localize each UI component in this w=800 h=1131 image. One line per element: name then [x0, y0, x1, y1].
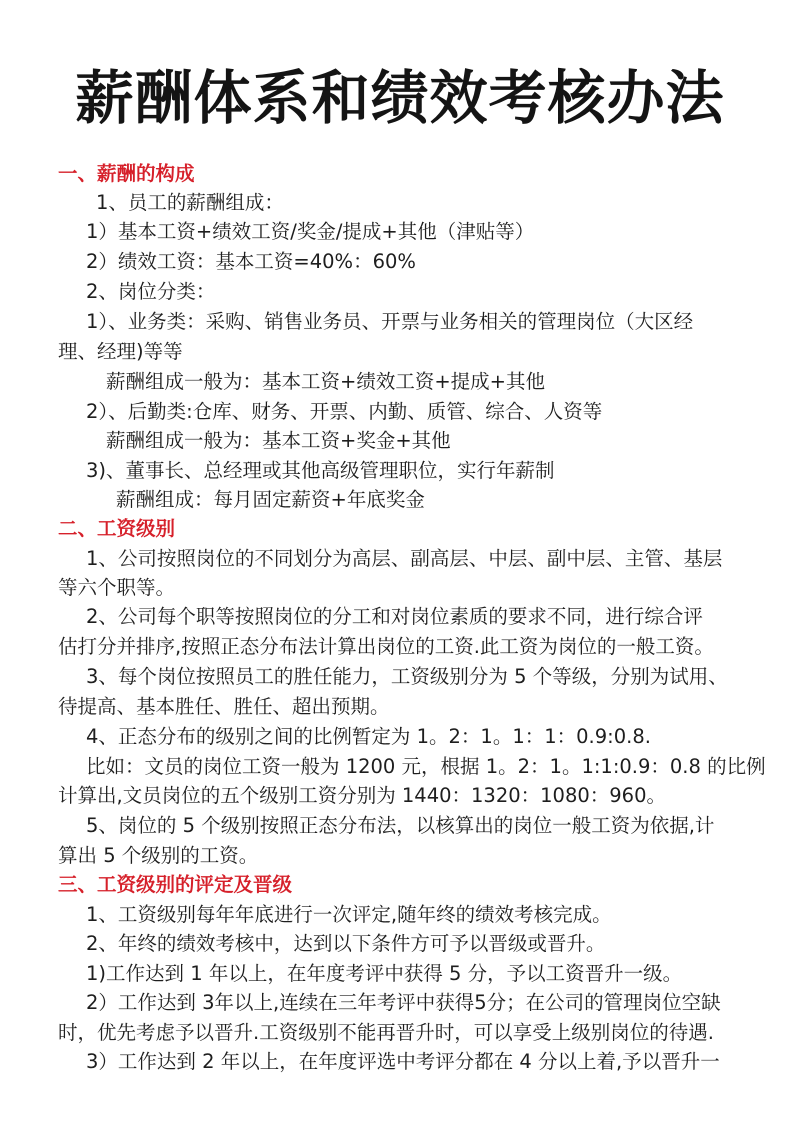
section-heading-level-evaluation: 三、工资级别的评定及晋级 — [58, 873, 293, 896]
body-line: 1、工资级别每年年底进行一次评定,随年终的绩效考核完成。 — [86, 903, 612, 926]
document-title: 薪酬体系和绩效考核办法 — [75, 64, 725, 132]
body-line: 2、岗位分类： — [86, 280, 216, 303]
section-heading-salary-levels: 二、工资级别 — [58, 517, 176, 540]
body-line: 1）基本工资+绩效工资/奖金/提成+其他（津贴等） — [86, 220, 535, 243]
body-line: 理、经理)等等 — [58, 340, 183, 363]
body-line: 3、每个岗位按照员工的胜任能力，工资级别分为 5 个等级，分别为试用、 — [86, 665, 728, 688]
body-line: 1）、业务类：采购、销售业务员、开票与业务相关的管理岗位（大区经 — [86, 310, 694, 333]
body-line: 薪酬组成：每月固定薪资+年底奖金 — [116, 488, 425, 511]
body-line: 4、正态分布的级别之间的比例暂定为 1。2：1。1：1：0.9:0.8. — [86, 725, 651, 748]
body-line: 时，优先考虑予以晋升.工资级别不能再晋升时，可以享受上级别岗位的待遇. — [58, 1021, 714, 1044]
body-line: 薪酬组成一般为：基本工资+绩效工资+提成+其他 — [106, 370, 546, 393]
body-line: 1)工作达到 1 年以上，在年度考评中获得 5 分，予以工资晋升一级。 — [86, 962, 683, 985]
body-line: 2）工作达到 3年以上,连续在三年考评中获得5分；在公司的管理岗位空缺 — [86, 991, 721, 1014]
body-line: 薪酬组成一般为：基本工资+奖金+其他 — [106, 429, 451, 452]
body-line: 3)、董事长、总经理或其他高级管理职位，实行年薪制 — [86, 459, 555, 482]
body-line: 3）工作达到 2 年以上，在年度评选中考评分都在 4 分以上着,予以晋升一 — [86, 1050, 720, 1073]
body-line: 2、公司每个职等按照岗位的分工和对岗位素质的要求不同，进行综合评 — [86, 605, 703, 628]
body-line: 等六个职等。 — [58, 576, 176, 599]
body-line: 待提高、基本胜任、胜任、超出预期。 — [58, 695, 390, 718]
body-line: 算出 5 个级别的工资。 — [58, 844, 259, 867]
body-line: 5、岗位的 5 个级别按照正态分布法，以核算出的岗位一般工资为依据,计 — [86, 814, 715, 837]
body-line: 估打分并排序,按照正态分布法计算出岗位的工资.此工资为岗位的一般工资。 — [58, 635, 714, 658]
body-line: 计算出,文员岗位的五个级别工资分别为 1440：1320：1080：960。 — [58, 784, 666, 807]
body-line: 2）绩效工资：基本工资=40%：60% — [86, 250, 416, 273]
body-line: 2）、后勤类:仓库、财务、开票、内勤、质管、综合、人资等 — [86, 400, 603, 423]
body-line: 1、员工的薪酬组成： — [96, 191, 284, 214]
body-line: 1、公司按照岗位的不同划分为高层、副高层、中层、副中层、主管、基层 — [86, 547, 723, 570]
section-heading-salary-composition: 一、薪酬的构成 — [58, 162, 195, 185]
body-line: 2、年终的绩效考核中，达到以下条件方可予以晋级或晋升。 — [86, 932, 606, 955]
body-line: 比如：文员的岗位工资一般为 1200 元，根据 1。2：1。1:1:0.9：0.8 的比例 — [86, 755, 766, 778]
